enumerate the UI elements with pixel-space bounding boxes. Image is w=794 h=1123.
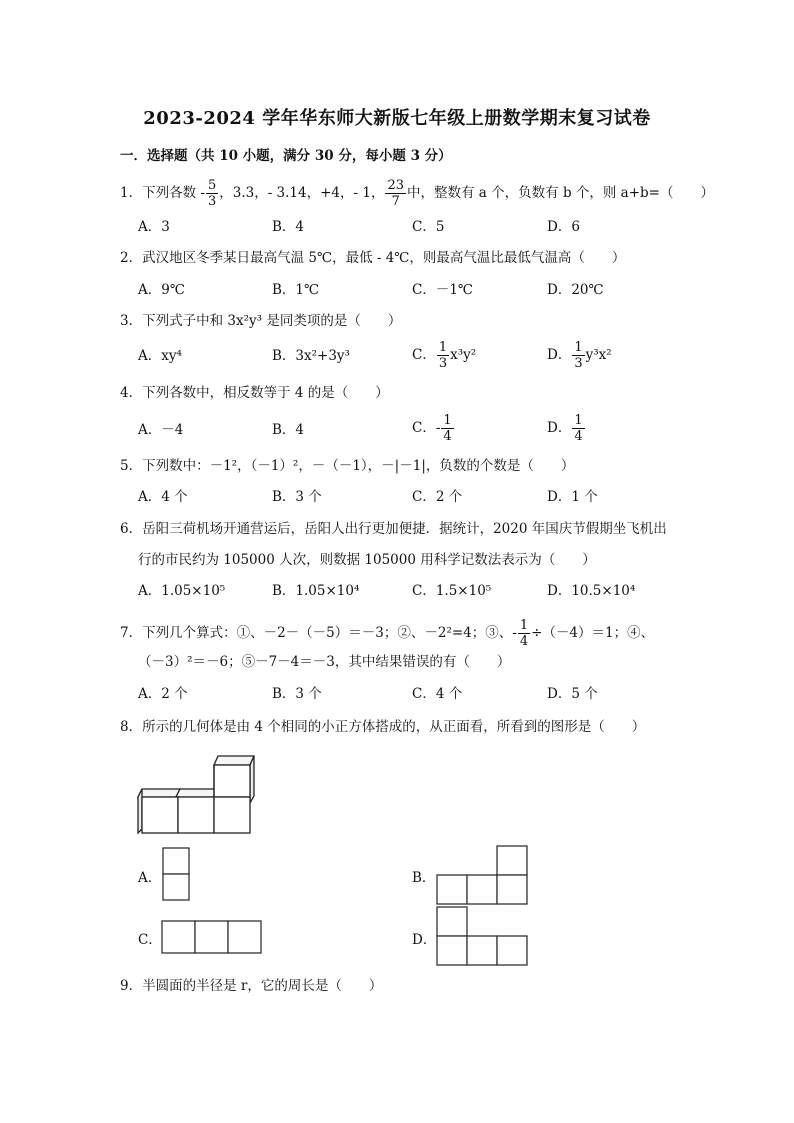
- question-1: [120, 178, 714, 209]
- q2-option-b[interactable]: B．1℃: [272, 282, 320, 298]
- q8-option-d-figure[interactable]: [436, 906, 530, 968]
- q5-option-c[interactable]: C．2 个: [412, 489, 463, 505]
- q7-line1-pre: 7．下列几个算式：①、－2－（－5）＝－3；②、－2²=4；③、-: [120, 625, 517, 641]
- q4-c-num: 1: [443, 413, 452, 428]
- q7-fraction: [518, 618, 530, 649]
- q1-f2-den: 7: [391, 194, 400, 209]
- q8-option-b-label[interactable]: B．: [412, 870, 436, 886]
- q1-f1-num: 5: [207, 178, 217, 193]
- q7-line1-post: ÷（－4）＝1；④、: [531, 625, 655, 641]
- q1-fraction-1: [206, 178, 218, 209]
- q8-option-a-figure[interactable]: [162, 847, 192, 903]
- q3-d-term: y³x²: [585, 347, 612, 363]
- q1-option-c[interactable]: C．5: [412, 219, 445, 235]
- q4-d-num: 1: [574, 413, 583, 428]
- q2-option-c[interactable]: C．－1℃: [412, 282, 474, 298]
- q8-option-d-label[interactable]: D．: [412, 932, 437, 948]
- q7-f-den: 4: [519, 634, 529, 649]
- q1-stem-pre: 1．下列各数 -: [120, 185, 205, 201]
- q4-option-b[interactable]: B．4: [272, 422, 305, 438]
- q1-f1-den: 3: [207, 194, 217, 209]
- q8-option-b-figure[interactable]: [436, 845, 530, 907]
- q8-option-a-label[interactable]: A．: [138, 870, 162, 886]
- cube-solid-figure: [136, 751, 256, 835]
- q3-d-fraction: [572, 340, 584, 371]
- q1-option-a[interactable]: A．3: [138, 219, 170, 235]
- question-8: 8．所示的几何体是由 4 个相同的小正方体搭成的，从正面看，所看到的图形是（ ）: [120, 719, 646, 735]
- q6-option-d[interactable]: D．10.5×10⁴: [547, 583, 636, 599]
- q6-option-c[interactable]: C．1.5×10⁵: [412, 583, 492, 599]
- q4-c-den: 4: [443, 429, 452, 444]
- q4-d-label: D．: [547, 420, 572, 436]
- q7-option-d[interactable]: D．5 个: [547, 686, 598, 702]
- q3-option-b[interactable]: B．3x²+3y³: [272, 348, 350, 364]
- q4-d-den: 4: [574, 429, 583, 444]
- section-heading: 一．选择题（共 10 小题，满分 30 分，每小题 3 分）: [120, 148, 452, 164]
- question-9: 9．半圆面的半径是 r，它的周长是（ ）: [120, 978, 383, 994]
- question-2: 2．武汉地区冬季某日最高气温 5℃，最低 - 4℃，则最高气温比最低气温高（ ）: [120, 250, 626, 266]
- q4-c-label: C．-: [412, 420, 441, 436]
- question-7-line-2: （－3）²＝－6；⑤－7－4＝－3，其中结果错误的有（ ）: [138, 654, 511, 670]
- question-6-line-2: 行的市民约为 105000 人次，则数据 105000 用科学记数法表示为（ ）: [138, 552, 596, 568]
- q3-option-a[interactable]: A．xy⁴: [138, 348, 182, 364]
- q8-option-c-label[interactable]: C．: [138, 932, 162, 948]
- q7-f-num: 1: [519, 618, 529, 633]
- q3-option-c[interactable]: [412, 340, 476, 371]
- q6-option-b[interactable]: B．1.05×10⁴: [272, 583, 360, 599]
- q3-c-term: x³y²: [450, 347, 477, 363]
- q4-d-fraction: [572, 413, 584, 444]
- page-title: 2023-2024 学年华东师大新版七年级上册数学期末复习试卷: [143, 108, 651, 129]
- question-3: 3．下列式子中和 3x²y³ 是同类项的是（ ）: [120, 313, 402, 329]
- q6-option-a[interactable]: A．1.05×10⁵: [138, 583, 226, 599]
- q2-option-d[interactable]: D．20℃: [547, 282, 604, 298]
- q5-option-a[interactable]: A．4 个: [138, 489, 188, 505]
- q7-option-a[interactable]: A．2 个: [138, 686, 188, 702]
- q3-c-num: 1: [438, 340, 448, 355]
- q3-d-num: 1: [574, 340, 583, 355]
- q1-option-d[interactable]: D．6: [547, 219, 580, 235]
- question-5: 5．下列数中：－1²，（－1）²，－（－1），－|－1|，负数的个数是（ ）: [120, 458, 575, 474]
- q1-option-b[interactable]: B．4: [272, 219, 305, 235]
- q7-option-c[interactable]: C．4 个: [412, 686, 463, 702]
- q3-d-den: 3: [574, 356, 583, 371]
- q3-option-d[interactable]: [547, 340, 612, 371]
- q5-option-b[interactable]: B．3 个: [272, 489, 322, 505]
- q1-stem-mid: ，3.3，- 3.14，+4，- 1，: [219, 185, 385, 201]
- q1-fraction-2: [385, 178, 406, 209]
- question-4: 4．下列各数中，相反数等于 4 的是（ ）: [120, 385, 389, 401]
- q1-f2-num: 23: [387, 178, 405, 193]
- q4-option-d[interactable]: [547, 413, 586, 444]
- question-7-line-1: [120, 618, 654, 649]
- q5-option-d[interactable]: D．1 个: [547, 489, 598, 505]
- q2-option-a[interactable]: A．9℃: [138, 282, 185, 298]
- q3-c-fraction: [437, 340, 449, 371]
- q7-option-b[interactable]: B．3 个: [272, 686, 322, 702]
- q1-stem-post: 中，整数有 a 个，负数有 b 个，则 a+b=（ ）: [407, 185, 714, 201]
- q4-c-fraction: [441, 413, 453, 444]
- q4-option-c[interactable]: [412, 413, 455, 444]
- q3-c-label: C．: [412, 347, 436, 363]
- question-6-line-1: 6．岳阳三荷机场开通营运后，岳阳人出行更加便捷．据统计，2020 年国庆节假期坐飞机出: [120, 521, 667, 537]
- q4-option-a[interactable]: A．－4: [138, 422, 184, 438]
- q8-option-c-figure[interactable]: [161, 920, 265, 956]
- q3-d-label: D．: [547, 347, 572, 363]
- q3-c-den: 3: [438, 356, 448, 371]
